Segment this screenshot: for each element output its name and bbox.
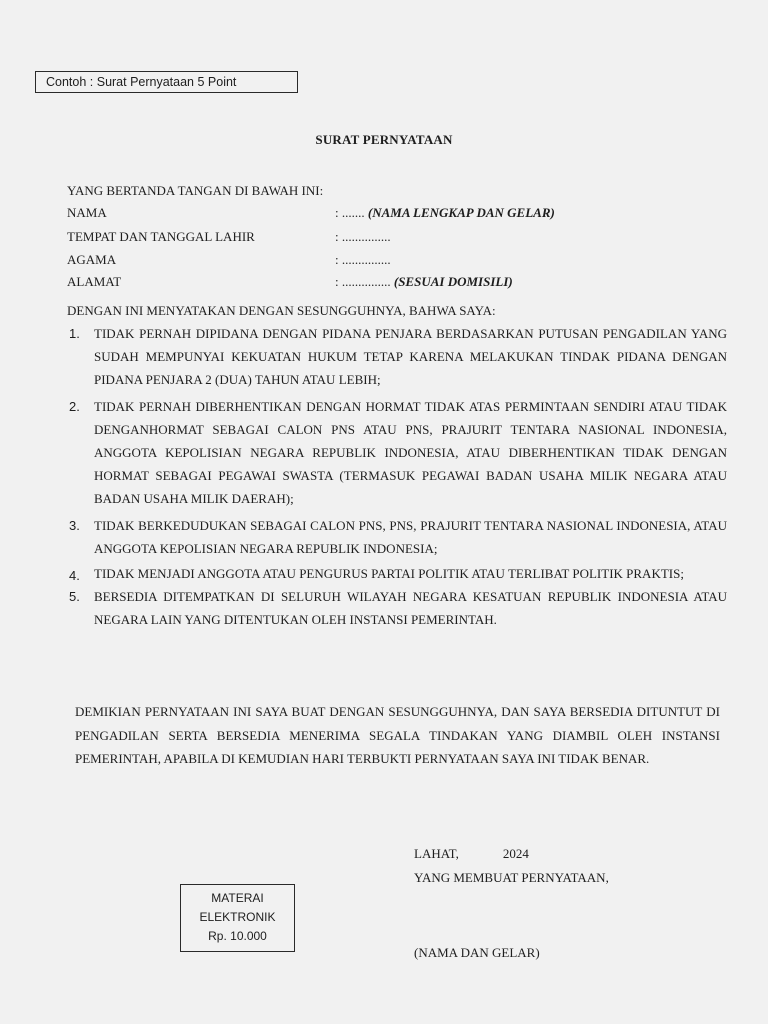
- stamp-line: Rp. 10.000: [208, 929, 267, 943]
- field-label: NAMA: [67, 205, 107, 220]
- stamp-box: [180, 884, 295, 952]
- document-title: SURAT PERNYATAAN: [315, 132, 453, 147]
- item-text: TIDAK MENJADI ANGGOTA ATAU PENGURUS PARTAI POLITIK ATAU TERLIBAT POLITIK PRAKTIS;: [94, 566, 684, 581]
- list-item: [67, 564, 727, 581]
- item-number: 2.: [69, 399, 80, 414]
- place-date: [414, 846, 529, 862]
- item-number: 1.: [69, 326, 80, 341]
- list-item: [67, 585, 727, 631]
- field-label: ALAMAT: [67, 274, 122, 289]
- signer-name-placeholder: (NAMA DAN GELAR): [414, 945, 540, 960]
- field-dots: : .......: [335, 205, 365, 220]
- field-note: (SESUAI DOMISILI): [393, 274, 513, 289]
- field-value: [335, 272, 513, 292]
- stamp-line: MATERAI: [211, 891, 264, 905]
- signer-label: YANG MEMBUAT PERNYATAAN,: [414, 870, 609, 885]
- list-item: [67, 395, 727, 510]
- statement-text: DENGAN INI MENYATAKAN DENGAN SESUNGGUHNYA, BAHWA SAYA:: [67, 303, 496, 318]
- stamp-line: ELEKTRONIK: [199, 910, 276, 924]
- item-text: TIDAK PERNAH DIPIDANA DENGAN PIDANA PENJARA BERDASARKAN PUTUSAN PENGADILAN YANG SUDAH MEMPUNYAI KEKUATAN HUKUM TETAP KARENA MELAKUKAN TINDAK PIDANA DENGAN PIDANA PENJARA 2 (DUA) TAHUN ATAU LEBIH;: [94, 326, 727, 387]
- item-text: TIDAK PERNAH DIBERHENTIKAN DENGAN HORMAT TIDAK ATAS PERMINTAAN SENDIRI ATAU TIDAK DENGANHORMAT SEBAGAI CALON PNS ATAU PNS, PRAJURIT TENTARA NASIONAL INDONESIA, ANGGOTA KEPOLISIAN NEGARA REPUBLIK INDONESIA, ATAU DIBERHENTIKAN TIDAK DENGAN HORMAT SEBAGAI PEGAWAI SWASTA (TERMASUK PEGAWAI BADAN USAHA MILIK NEGARA ATAU BADAN USAHA MILIK DAERAH);: [94, 399, 727, 506]
- field-label: TEMPAT DAN TANGGAL LAHIR: [67, 229, 255, 244]
- field-value: [335, 203, 555, 223]
- item-number: 5.: [69, 589, 80, 604]
- closing-paragraph: DEMIKIAN PERNYATAAN INI SAYA BUAT DENGAN SESUNGGUHNYA, DAN SAYA BERSEDIA DITUNTUT DI PENGADILAN SERTA BERSEDIA MENERIMA SEGALA TINDAKAN YANG DIAMBIL OLEH INSTANSI PEMERINTAH, APABILA DI KEMUDIAN HARI TERBUKTI PERNYATAAN SAYA INI TIDAK BENAR.: [75, 704, 720, 766]
- item-number: 4.: [69, 568, 80, 583]
- example-label-box: [35, 71, 298, 93]
- field-note: (NAMA LENGKAP DAN GELAR): [367, 205, 555, 220]
- statement-list: [67, 322, 727, 635]
- field-value: [335, 227, 391, 247]
- intro-text: YANG BERTANDA TANGAN DI BAWAH INI:: [67, 183, 324, 198]
- list-item: [67, 514, 727, 560]
- example-label: Contoh : Surat Pernyataan 5 Point: [46, 75, 237, 89]
- year: 2024: [502, 846, 529, 861]
- item-text: TIDAK BERKEDUDUKAN SEBAGAI CALON PNS, PNS, PRAJURIT TENTARA NASIONAL INDONESIA, ATAU ANGGOTA KEPOLISIAN NEGARA REPUBLIK INDONESIA;: [94, 518, 727, 556]
- item-text: BERSEDIA DITEMPATKAN DI SELURUH WILAYAH NEGARA KESATUAN REPUBLIK INDONESIA ATAU NEGARA LAIN YANG DITENTUKAN OLEH INSTANSI PEMERINTAH.: [94, 589, 727, 627]
- field-dots: : ...............: [335, 229, 391, 244]
- field-label: AGAMA: [67, 252, 117, 267]
- field-dots: : ...............: [335, 252, 391, 267]
- list-item: [67, 322, 727, 391]
- field-value: [335, 250, 391, 270]
- place: LAHAT,: [414, 846, 459, 861]
- item-number: 3.: [69, 518, 80, 533]
- field-dots: : ...............: [335, 274, 391, 289]
